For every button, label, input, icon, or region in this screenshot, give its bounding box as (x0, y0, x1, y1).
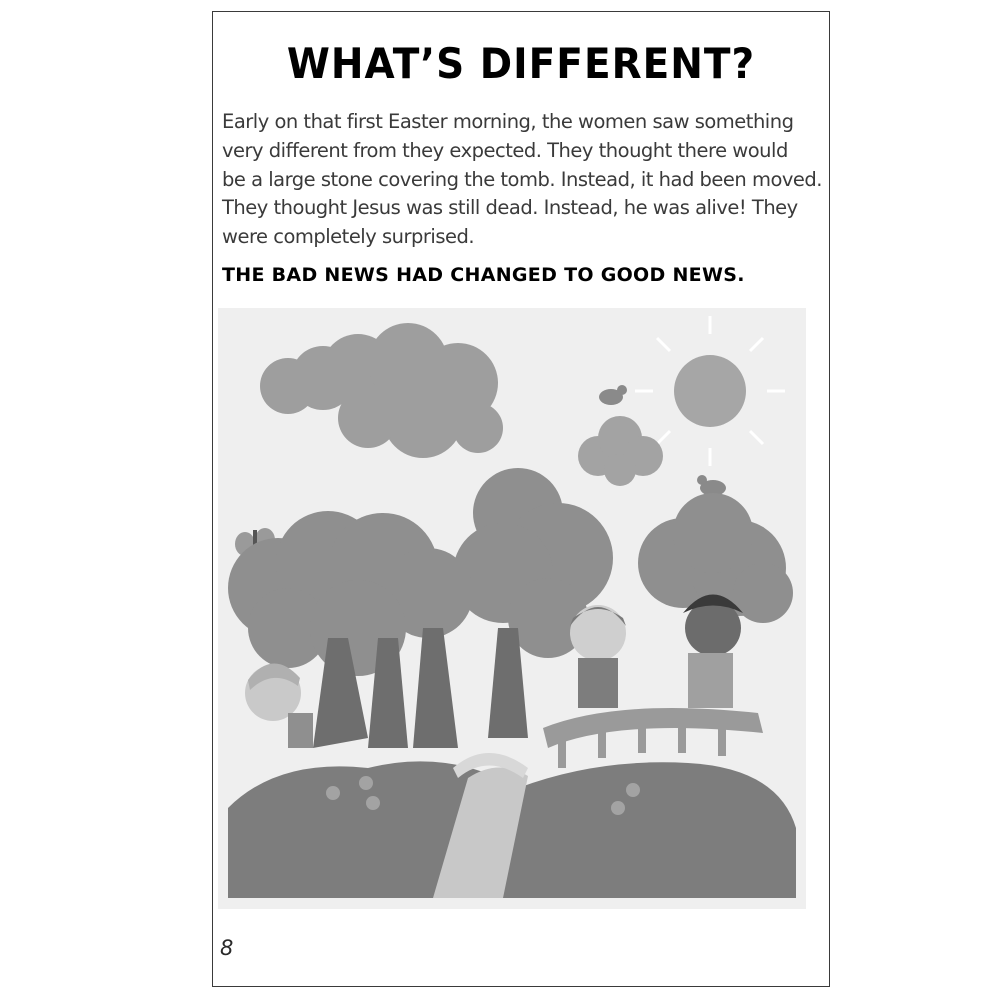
story-paragraph (222, 108, 822, 252)
scene-illustration (218, 308, 806, 909)
wooden-bridge (543, 708, 763, 768)
paragraph-line: very different from they expected. They thought there would (222, 138, 788, 162)
paragraph-line: They thought Jesus was still dead. Instead, he was alive! They (222, 196, 798, 220)
cloud-large (260, 323, 503, 458)
worksheet-page (212, 11, 830, 987)
child-right (683, 595, 743, 709)
cloud-small (578, 416, 663, 486)
scene-illustration-svg (218, 308, 806, 909)
tree-trunks (313, 628, 528, 748)
paragraph-line: were completely surprised. (222, 225, 475, 249)
tree-canopies (228, 468, 613, 676)
bird-on-tree (697, 475, 726, 496)
page-title: WHAT’S DIFFERENT? (286, 40, 756, 89)
paragraph-line: Early on that first Easter morning, the women saw something (222, 110, 794, 133)
hills (228, 753, 796, 898)
child-left (245, 663, 313, 748)
child-middle (570, 605, 626, 708)
paragraph-line: be a large stone covering the tomb. Instead, it had been moved. (222, 167, 822, 191)
emphasis-statement: THE BAD NEWS HAD CHANGED TO GOOD NEWS. (222, 264, 745, 286)
bird-on-cloud (599, 385, 627, 405)
page-number: 8 (220, 936, 234, 960)
